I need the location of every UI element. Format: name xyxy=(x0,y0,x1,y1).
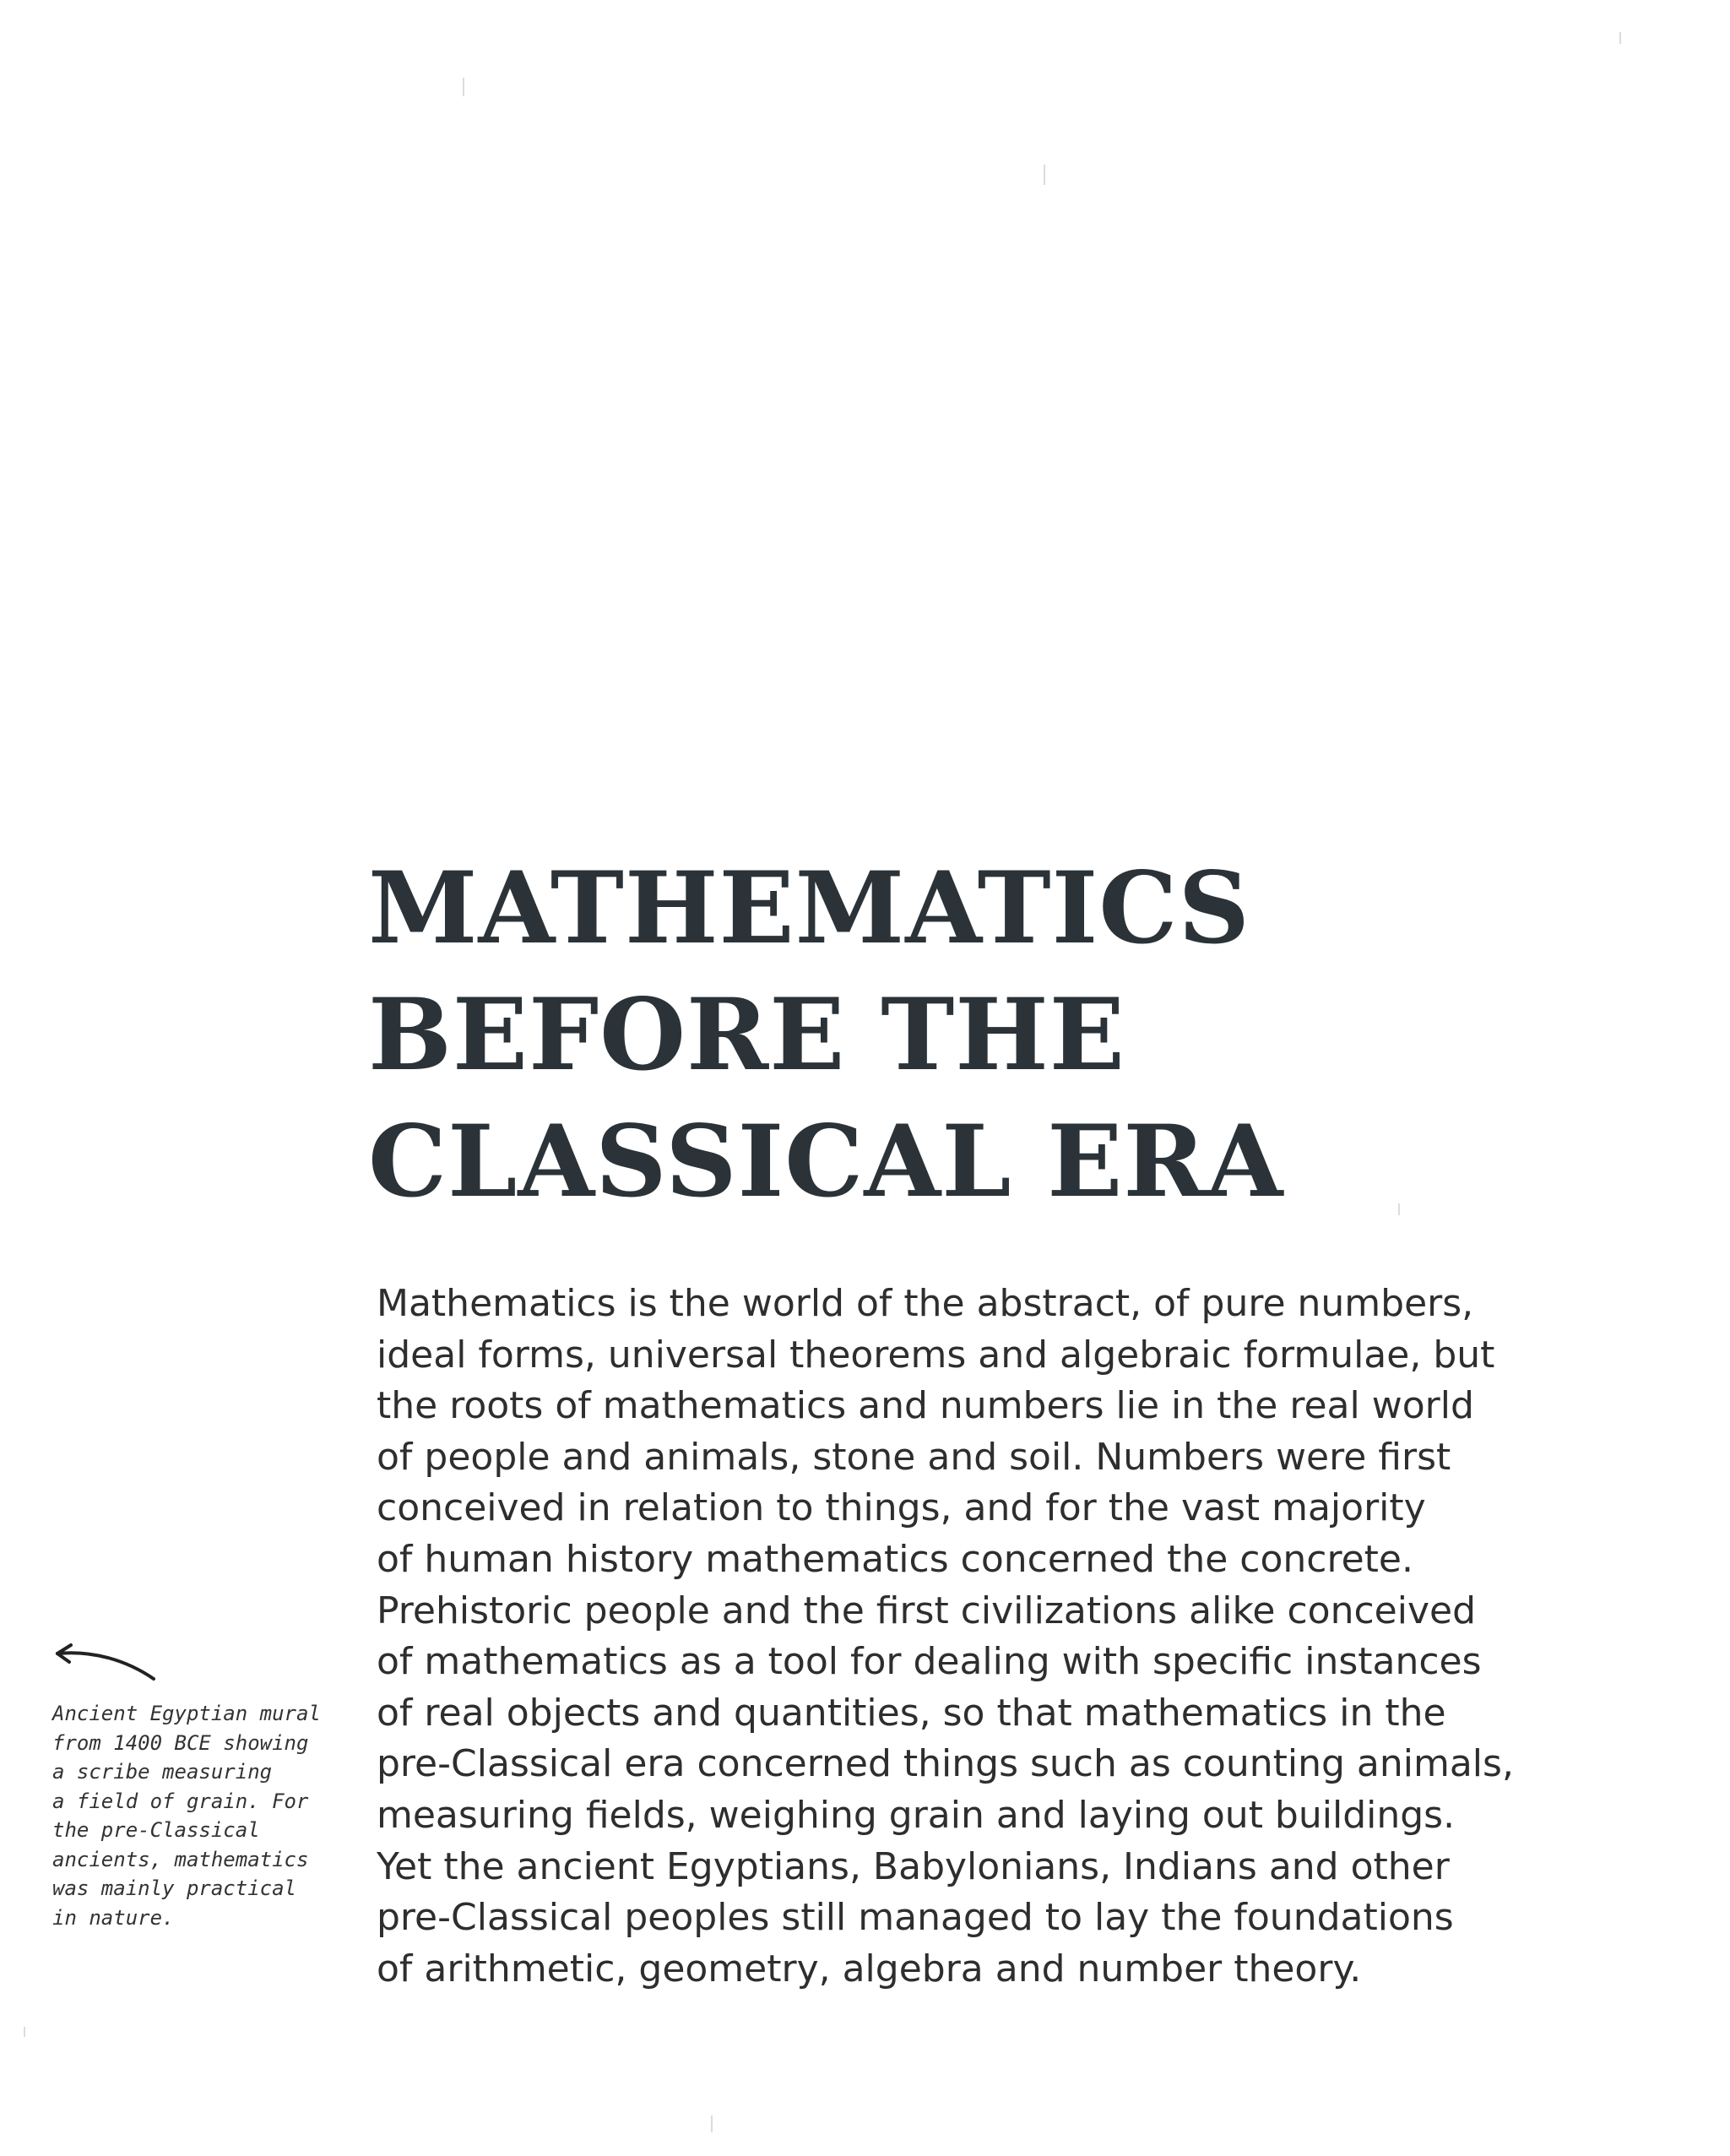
body-line: conceived in relation to things, and for the vast majority xyxy=(377,1486,1426,1530)
caption-line: Ancient Egyptian mural xyxy=(52,1702,321,1725)
caption-line: in nature. xyxy=(52,1905,175,1930)
body-line: of arithmetic, geometry, algebra and number theory. xyxy=(377,1947,1362,1990)
chapter-title xyxy=(368,844,1339,1225)
image-caption xyxy=(52,1699,331,1932)
scan-speck xyxy=(1619,32,1621,44)
body-line: pre-Classical era concerned things such as counting animals, xyxy=(377,1742,1514,1786)
scan-speck xyxy=(463,78,464,96)
chapter-title-line-3: CLASSICAL ERA xyxy=(368,1103,1284,1219)
chapter-title-line-2: BEFORE THE xyxy=(368,976,1125,1093)
caption-line: a scribe measuring xyxy=(52,1760,273,1784)
body-line: of mathematics as a tool for dealing with specific instances xyxy=(377,1640,1482,1684)
caption-line: a field of grain. For xyxy=(52,1789,309,1813)
body-line: Prehistoric people and the first civilizations alike conceived xyxy=(377,1588,1476,1632)
caption-line: was mainly practical xyxy=(52,1876,296,1900)
body-line: pre-Classical peoples still managed to lay the foundations xyxy=(377,1896,1454,1940)
body-line: ideal forms, universal theorems and algebraic formulae, but xyxy=(377,1333,1495,1377)
scan-speck xyxy=(1044,165,1045,185)
chapter-title-line-1: MATHEMATICS xyxy=(368,850,1250,966)
scan-speck xyxy=(1398,1203,1400,1215)
body-line: measuring fields, weighing grain and laying out buildings. xyxy=(377,1793,1456,1837)
intro-paragraph xyxy=(377,1279,1626,1995)
caption-line: ancients, mathematics xyxy=(52,1847,309,1871)
body-line: of human history mathematics concerned the concrete. xyxy=(377,1537,1413,1581)
scan-speck xyxy=(711,2115,713,2132)
caption-line: from 1400 BCE showing xyxy=(52,1730,309,1755)
body-line: of real objects and quantities, so that mathematics in the xyxy=(377,1691,1446,1735)
body-line: of people and animals, stone and soil. Numbers were first xyxy=(377,1435,1451,1479)
arrow-left-icon xyxy=(51,1642,160,1684)
caption-line: the pre-Classical xyxy=(52,1818,260,1842)
scan-speck xyxy=(24,2027,25,2037)
body-line: Yet the ancient Egyptians, Babylonians, Indians and other xyxy=(377,1844,1450,1888)
body-line: the roots of mathematics and numbers lie in the real world xyxy=(377,1384,1474,1428)
body-line: Mathematics is the world of the abstract, of pure numbers, xyxy=(377,1282,1474,1325)
